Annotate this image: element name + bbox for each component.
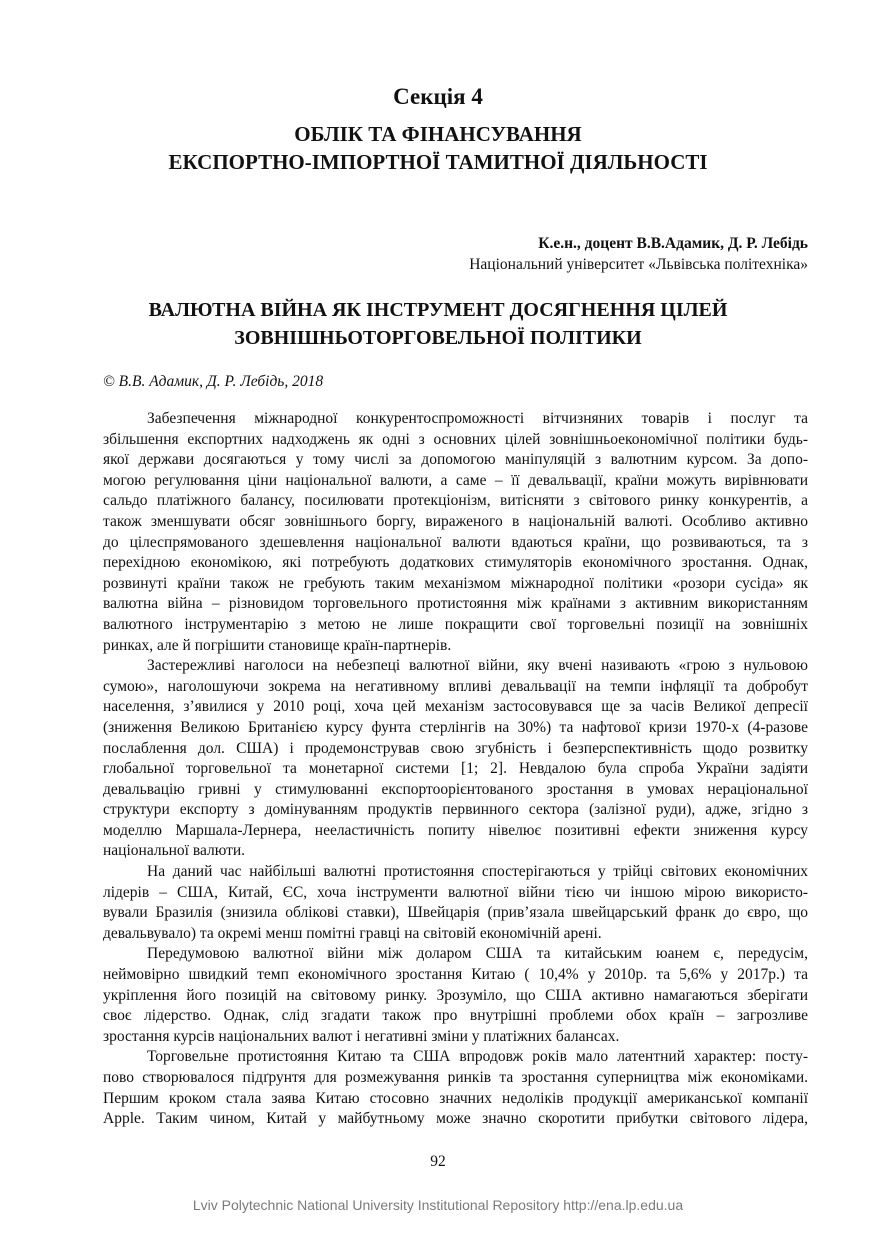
text-line: Передумовою валютної війни між доларом США та китайським юанем є, передусім, — [147, 945, 808, 963]
text-line: неймовірно швидкий темп економічного зростання Китаю ( 10,4% у 2010р. та 5,6% у 2017р.) та — [103, 966, 808, 984]
section-label: Секція 4 — [393, 84, 483, 109]
text-line: Apple. Таким чином, Китай у майбутньому може значно скоротити прибутки світового лідера, — [103, 1110, 808, 1128]
text-line: (зниження Великою Британією курсу фунта стерлінгів на 30%) та нафтової кризи 1970-х (4-разове — [103, 718, 808, 736]
text-line: сумою», наголошуючи зокрема на негативному впливі девальвації на темпи інфляції та добробут — [103, 677, 808, 695]
text-line: до цілеспрямованого здешевлення національної валюти вдаються країни, що розвиваються, та з — [103, 533, 808, 551]
paragraph — [103, 409, 808, 656]
section-title-line: ОБЛІК ТА ФІНАНСУВАННЯ — [294, 122, 582, 146]
section-title-line: ЕКСПОРТНО-ІМПОРТНОЇ ТАМИТНОЇ ДІЯЛЬНОСТІ — [168, 150, 708, 174]
text-line: укріплення його позицій на світовому ринку. Зрозуміло, що США активно намагаються зберігати — [103, 986, 808, 1004]
text-line: валютного інструментарію з метою не лише покращити свої торговельні позиції на зовнішніх — [103, 615, 808, 633]
text-line: населення, з’явилися у 2010 році, хоча цей механізм застосовувався ще за часів Великої депресії — [103, 698, 808, 716]
article-title — [0, 296, 876, 352]
text-line: розвинуті країни також не гребують таким механізмом міжнародної політики «розори сусіда» як — [103, 574, 808, 592]
paragraph — [103, 656, 808, 862]
text-line: лідерів – США, Китай, ЄС, хоча інструменти валютної війни тією чи іншою мірою використо- — [103, 883, 808, 901]
repository-footer: Lviv Polytechnic National University Institutional Repository http://ena.lp.edu.ua — [192, 1197, 684, 1213]
text-line: Забезпечення міжнародної конкурентоспроможності вітчизняних товарів і послуг та — [147, 410, 808, 427]
text-line: послаблення дол. США) і продемонстрував свою згубність і безперспективність щодо розвитку — [103, 739, 808, 757]
text-line: вували Бразилія (знизила облікові ставки), Швейцарія (прив’язала швейцарський франк до євро, що — [103, 904, 808, 922]
text-line: збільшення експортних надходжень як одні з основних цілей зовнішньоекономічної політики будь- — [103, 430, 808, 448]
text-line: структури експорту з домінуванням продуктів первинного сектора (залізної руди), адже, згідно з — [103, 801, 808, 819]
paragraph — [103, 944, 808, 1047]
text-line: сальдо платіжного балансу, посилювати протекціонізм, витісняти з світового ринку конкурентів, а — [103, 492, 808, 510]
text-line: перехідною економікою, які потребують додаткових стимуляторів економічного зростання. Однак, — [103, 554, 808, 572]
text-line: девальвувало) та окремі менш помітні гравці на світовій економічній арені. — [103, 924, 602, 942]
text-line: Торговельне протистояння Китаю та США впродовж років мало латентний характер: посту- — [147, 1048, 808, 1066]
text-line: Першим кроком стала заява Китаю стосовно значних недоліків продукції американської компанії — [103, 1089, 808, 1107]
text-line: могою регулювання ціни національної валюти, а саме – її девальвації, країни можуть вирівнювати — [103, 471, 808, 489]
text-line: зростання курсів національних валют і негативні зміни у платіжних балансах. — [103, 1027, 620, 1045]
section-title — [0, 120, 876, 176]
paragraph — [103, 862, 808, 944]
text-line: моделлю Маршала-Лернера, нееластичність попиту нівелює позитивні ефекти зниження курсу — [103, 821, 808, 839]
text-line: пово створювалося підґрунтя для розмежування ринків та зростання суперництва між економіками. — [103, 1069, 808, 1086]
text-line: Застережливі наголоси на небезпеці валютної війни, яку вчені називають «грою з нульовою — [147, 657, 808, 675]
page-number: 92 — [430, 1153, 446, 1170]
article-title-line: ЗОВНІШНЬОТОРГОВЕЛЬНОЇ ПОЛІТИКИ — [234, 327, 642, 349]
text-line: глобальної торговельної та монетарної системи [1; 2]. Невдалою була спроба України задіяти — [103, 760, 808, 778]
text-line: девальвацію гривні у стимулюванні експортоорієнтованого зростання в умовах нераціональної — [103, 780, 808, 798]
paragraph — [103, 1047, 808, 1129]
text-line: валютна війна – різновидом торговельного протистояння між країнами з активним використанням — [103, 595, 808, 613]
text-line: На даний час найбільші валютні протистояння спостерігаються у трійці світових економічних — [147, 863, 808, 881]
article-title-line: ВАЛЮТНА ВІЙНА ЯК ІНСТРУМЕНТ ДОСЯГНЕННЯ ЦІЛЕЙ — [148, 299, 728, 321]
text-line: якої держави досягаються у тому числі за допомогою маніпуляцій з валютним курсом. За допо- — [103, 451, 808, 469]
copyright-notice: © В.В. Адамик, Д. Р. Лебідь, 2018 — [103, 373, 324, 390]
text-line: також зменшувати обсяг зовнішнього боргу, вираженого в національній валюті. Особливо активно — [103, 512, 808, 530]
text-line: своє лідерство. Однак, слід згадати також про внутрішні проблеми обох країн – загрозливе — [103, 1007, 808, 1025]
text-line: ринках, але й погрішити становище країн-партнерів. — [103, 636, 452, 654]
text-line: національної валюти. — [103, 842, 246, 860]
author-affiliation: Національний університет «Львівська політехніка» — [469, 256, 808, 273]
article-body — [103, 409, 808, 1130]
author-names: К.е.н., доцент В.В.Адамик, Д. Р. Лебідь — [538, 235, 808, 252]
